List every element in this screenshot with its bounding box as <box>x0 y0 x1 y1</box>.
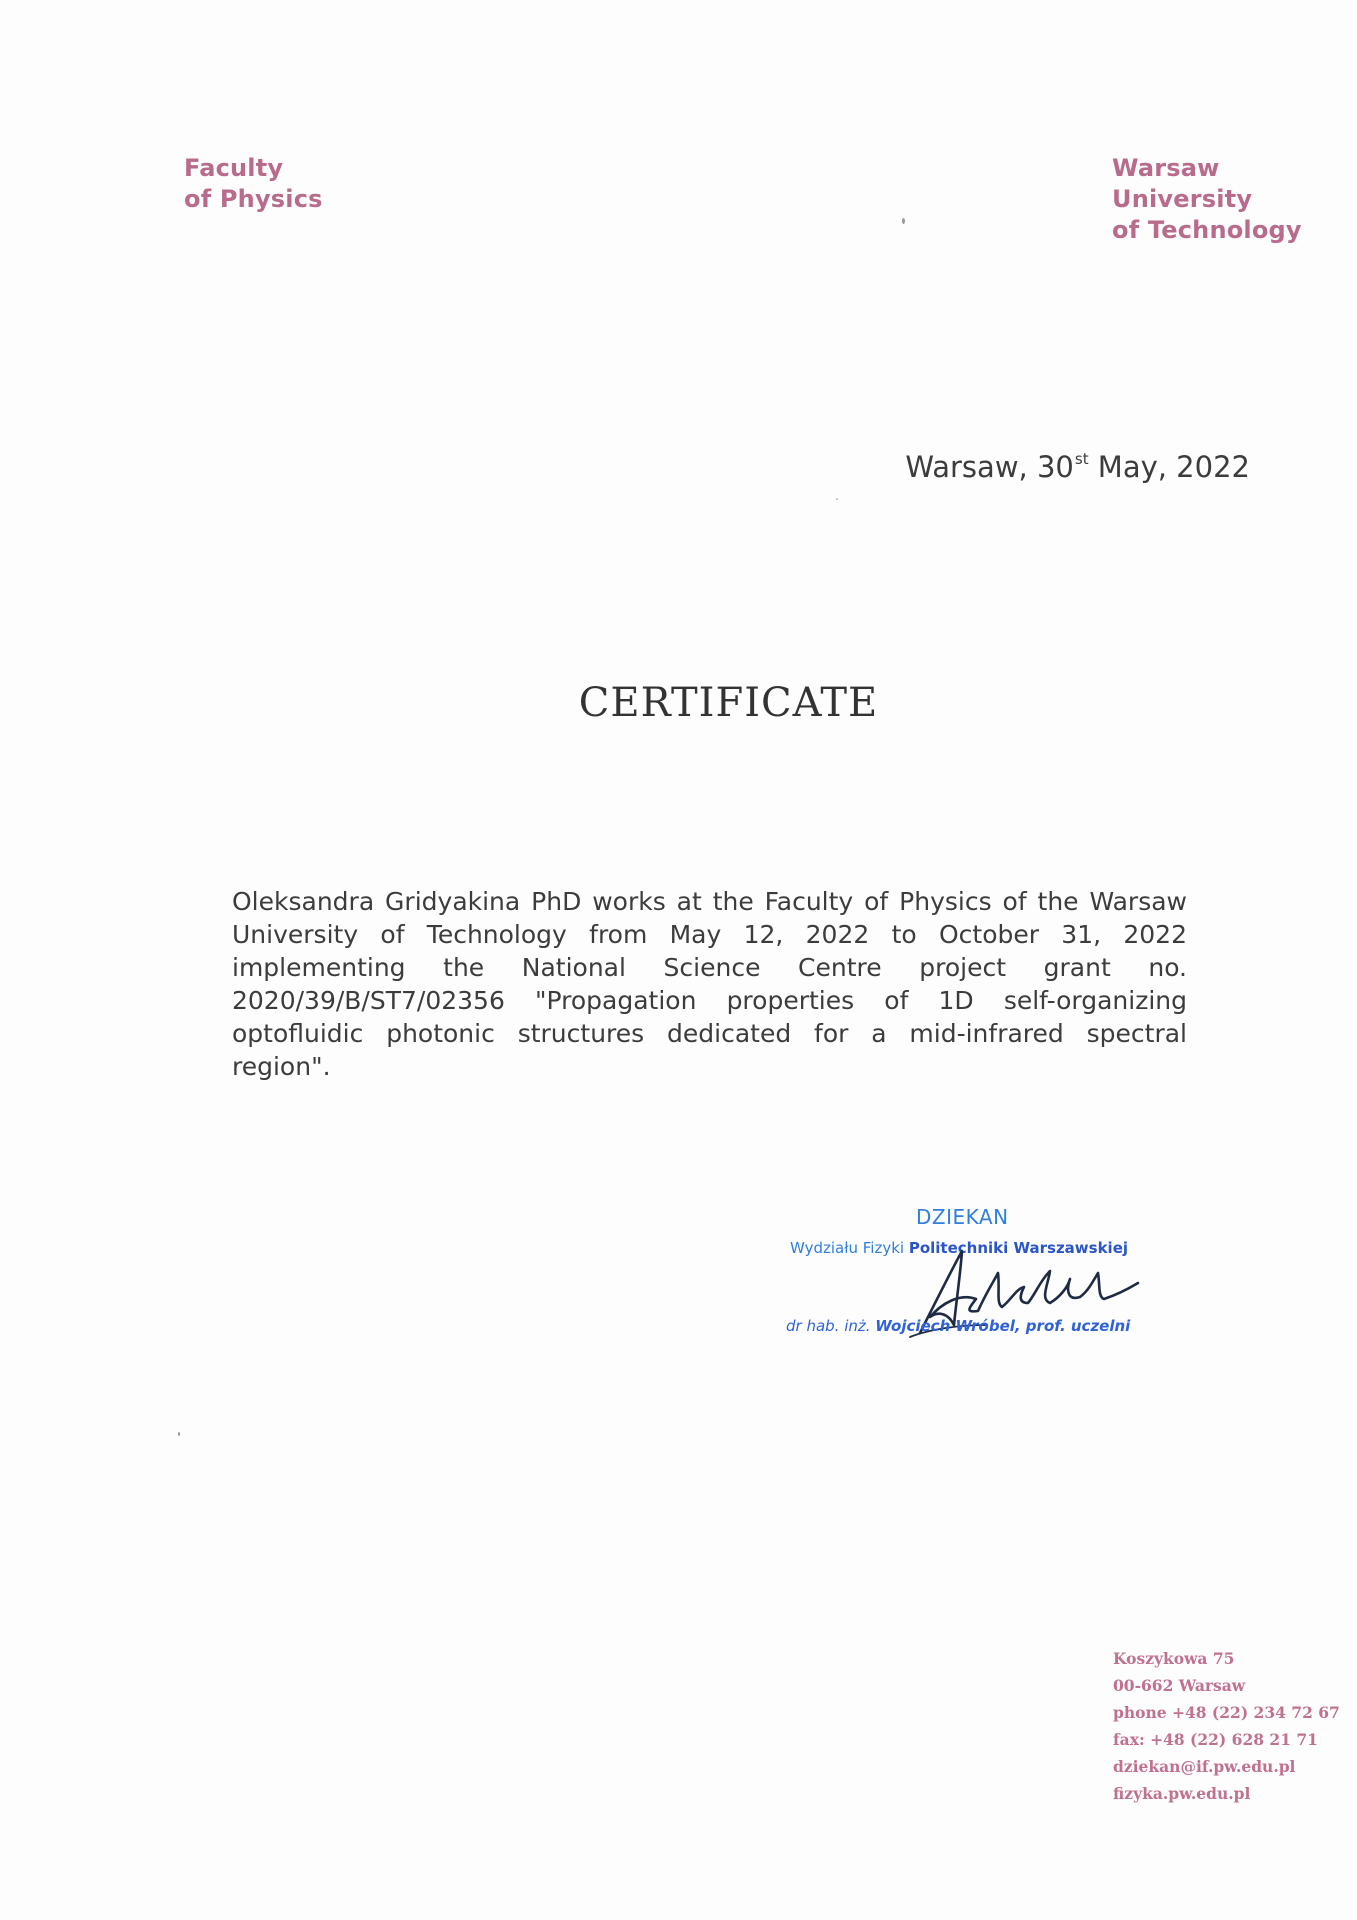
contact-block <box>1113 1645 1340 1807</box>
document-title: CERTIFICATE <box>578 680 879 726</box>
stamp-dean-name <box>786 1317 1130 1335</box>
warsaw-university-logo <box>1112 153 1357 246</box>
scan-speck <box>178 1432 180 1436</box>
contact-address: Koszykowa 75 <box>1113 1649 1235 1668</box>
university-logo-line-1: Warsaw University <box>1112 154 1253 213</box>
scan-speck <box>902 218 905 224</box>
contact-email: dziekan@if.pw.edu.pl <box>1113 1757 1296 1776</box>
faculty-logo-line-1: Faculty <box>184 154 284 182</box>
stamp-faculty-prefix: Wydziału Fizyki <box>790 1239 909 1257</box>
dean-name-bold: Wojciech Wróbel, prof. uczelni <box>875 1317 1131 1335</box>
contact-phone: phone +48 (22) 234 72 67 <box>1113 1703 1340 1722</box>
university-logo-line-2: of Technology <box>1112 216 1302 244</box>
date-prefix: Warsaw, 30 <box>905 450 1074 484</box>
contact-fax: fax: +48 (22) 628 21 71 <box>1113 1730 1318 1749</box>
stamp-title: DZIEKAN <box>916 1205 1009 1229</box>
document-date <box>905 450 1250 484</box>
scan-speck <box>836 498 838 500</box>
faculty-logo-line-2: of Physics <box>184 185 323 213</box>
stamp-faculty-bold: Politechniki Warszawskiej <box>908 1239 1129 1257</box>
date-ordinal: st <box>1074 450 1089 468</box>
dean-stamp <box>770 1205 1150 1345</box>
faculty-of-physics-logo <box>184 153 323 215</box>
date-suffix: May, 2022 <box>1088 450 1250 484</box>
contact-website: fizyka.pw.edu.pl <box>1113 1784 1251 1803</box>
contact-postcode: 00-662 Warsaw <box>1113 1676 1246 1695</box>
certificate-body: Oleksandra Gridyakina PhD works at the Faculty of Physics of the Warsaw University of Technology from May 12, 2022 to October 31, 2022 implementing the National Science Centre project grant no. 2020/39/B/ST7/02356 "Propagation properties of 1D self-organizing optofluidic photonic structures dedicated for a mid-infrared spectral region". <box>232 887 1187 1081</box>
dean-name-prefix: dr hab. inż. <box>786 1317 876 1335</box>
